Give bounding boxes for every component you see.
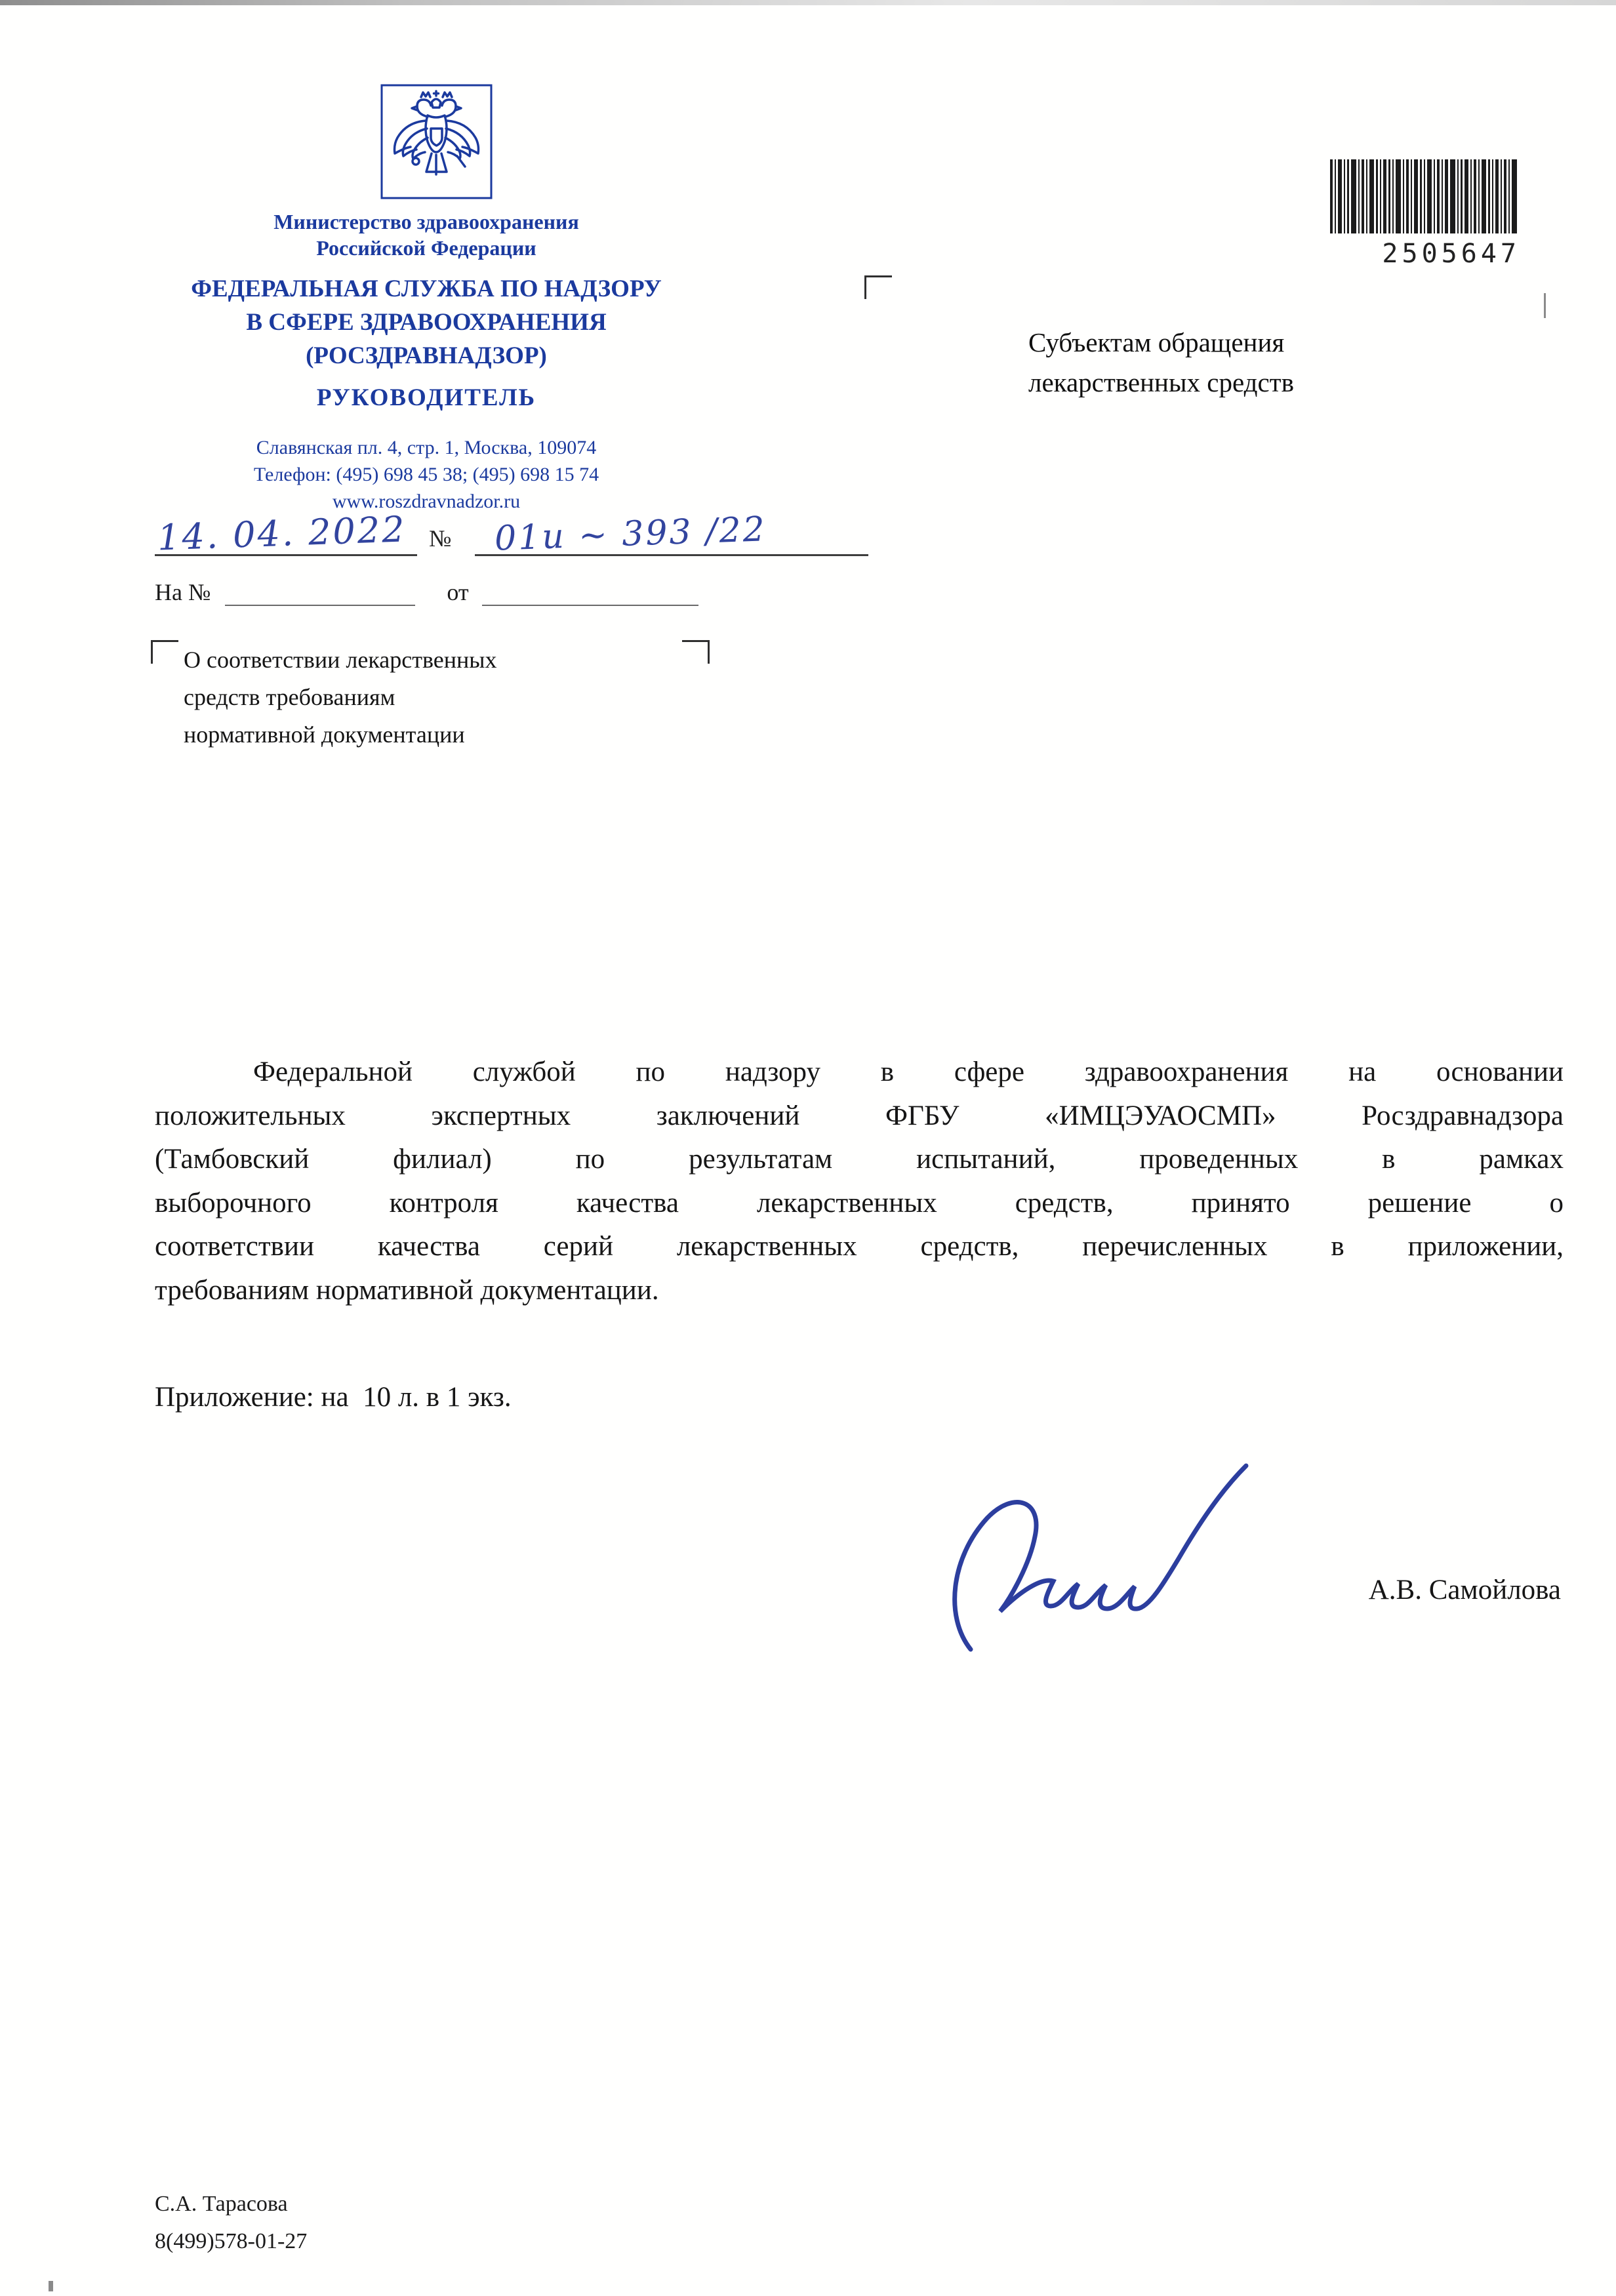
body-line: положительных экспертных заключений ФГБУ «ИМЦЭУАОСМП» Росздравнадзора [155,1100,1564,1131]
service-line-3: (РОСЗДРАВНАДЗОР) [306,342,547,369]
reply-reference-line [155,577,698,606]
body-line: соответствии качества серий лекарственных средств, перечисленных в приложении, [155,1231,1564,1262]
addressee-block [1028,323,1294,403]
contact-block [125,434,728,515]
addressee-corner-mark [864,275,892,299]
addressee-line-2: лекарственных средств [1028,367,1294,397]
reply-date-blank [482,577,698,606]
body-line: Федеральной службой по надзору в сфере здравоохранения на основании [253,1057,1564,1087]
body-line: требованиям нормативной документации. [155,1274,659,1306]
body-line: (Тамбовский филиал) по результатам испытаний, проведенных в рамках [155,1144,1564,1175]
barcode [1330,159,1522,269]
subject-corner-mark-right [682,640,710,664]
ministry-line-1: Министерство здравоохранения [273,210,579,233]
handwritten-date: 14. 04. 2022 [157,508,407,559]
ministry-line-2: Российской Федерации [316,236,536,260]
attachment-note: Приложение: на 10 л. в 1 экз. [155,1382,512,1413]
website-line: www.roszdravnadzor.ru [332,491,521,512]
body-line: выборочного контроля качества лекарственных средств, принято решение о [155,1187,1564,1218]
barcode-number: 2505647 [1382,239,1520,269]
right-edge-tick [1544,293,1546,318]
position-title: РУКОВОДИТЕЛЬ [316,384,536,411]
coat-of-arms-icon [379,83,494,201]
outgoing-number-field [475,510,868,559]
signer-name: А.В. Самойлова [1368,1575,1561,1605]
subject-line-3: нормативной документации [184,721,465,748]
reply-number-blank [225,577,415,606]
scan-edge-artifact [0,0,1616,5]
subject-line-2: средств требованиям [184,684,395,710]
number-sign: № [429,525,452,552]
handwritten-number: 01и ~ 393 /22 [494,510,768,559]
subject-line-1: О соответствии лекарственных [184,647,497,673]
ministry-name [125,209,728,261]
service-name [125,272,728,373]
service-line-2: В СФЕРЕ ЗДРАВООХРАНЕНИЯ [246,309,607,336]
executor-name: С.А. Тарасова [155,2192,288,2216]
body-paragraph [155,1051,1564,1312]
reference-line [155,508,868,559]
executor-block [155,2185,307,2260]
barcode-image [1330,159,1522,233]
signature-handwriting [938,1440,1318,1666]
reply-to-label: На № [155,579,211,605]
scan-edge-mark [49,2281,53,2291]
executor-phone: 8(499)578-01-27 [155,2229,308,2253]
service-line-1: ФЕДЕРАЛЬНАЯ СЛУЖБА ПО НАДЗОРУ [191,275,662,302]
addressee-line-1: Субъектам обращения [1028,327,1285,357]
address-line: Славянская пл. 4, стр. 1, Москва, 109074 [256,437,597,458]
subject-corner-mark-left [151,640,178,664]
subject-block [184,641,496,754]
reply-from-label: от [447,579,469,605]
phone-line: Телефон: (495) 698 45 38; (495) 698 15 74 [253,464,599,485]
date-field [155,508,417,559]
